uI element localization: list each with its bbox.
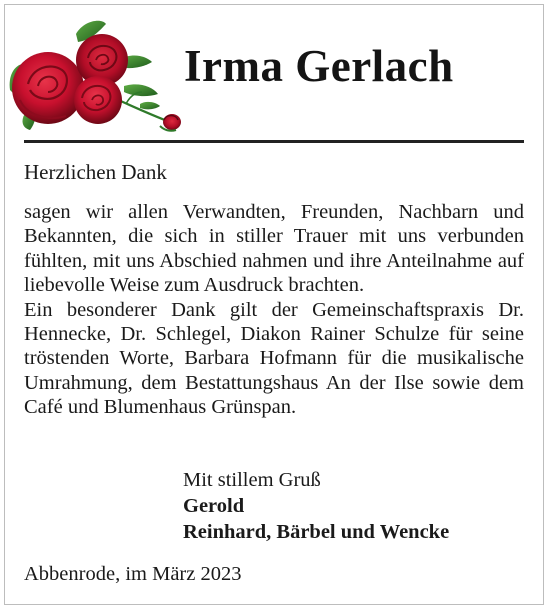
body-paragraph: sagen wir allen Verwandten, Freunden, Nachbarn und Bekannten, die sich in stiller Trauer mit uns verbunden fühlten, mit uns Abschied nahmen und ihre Anteilnahme auf liebevolle Weise zum Ausdruck brachten. <box>24 201 524 297</box>
deceased-name: Irma Gerlach <box>184 41 454 91</box>
closing-block <box>183 467 449 545</box>
signer-name: Reinhard, Bärbel und Wencke <box>183 521 450 543</box>
body-paragraph: Ein besonderer Dank gilt der Gemeinschaftspraxis Dr. Hennecke, Dr. Schlegel, Diakon Rainer Schulze für seine tröstenden Worte, Barbara Hofmann für die musikalische Umrahmung, dem Bestattungshaus An der Ilse sowie dem Café und Blumenhaus Grünspan. <box>24 298 524 419</box>
divider <box>24 140 524 143</box>
place-date: Abbenrode, im März 2023 <box>24 563 242 585</box>
greeting-line: Mit stillem Gruß <box>183 469 321 491</box>
red-roses-icon <box>6 16 186 134</box>
notice-heading: Herzlichen Dank <box>24 160 167 184</box>
notice-body <box>24 200 524 420</box>
signer-name: Gerold <box>183 495 245 517</box>
